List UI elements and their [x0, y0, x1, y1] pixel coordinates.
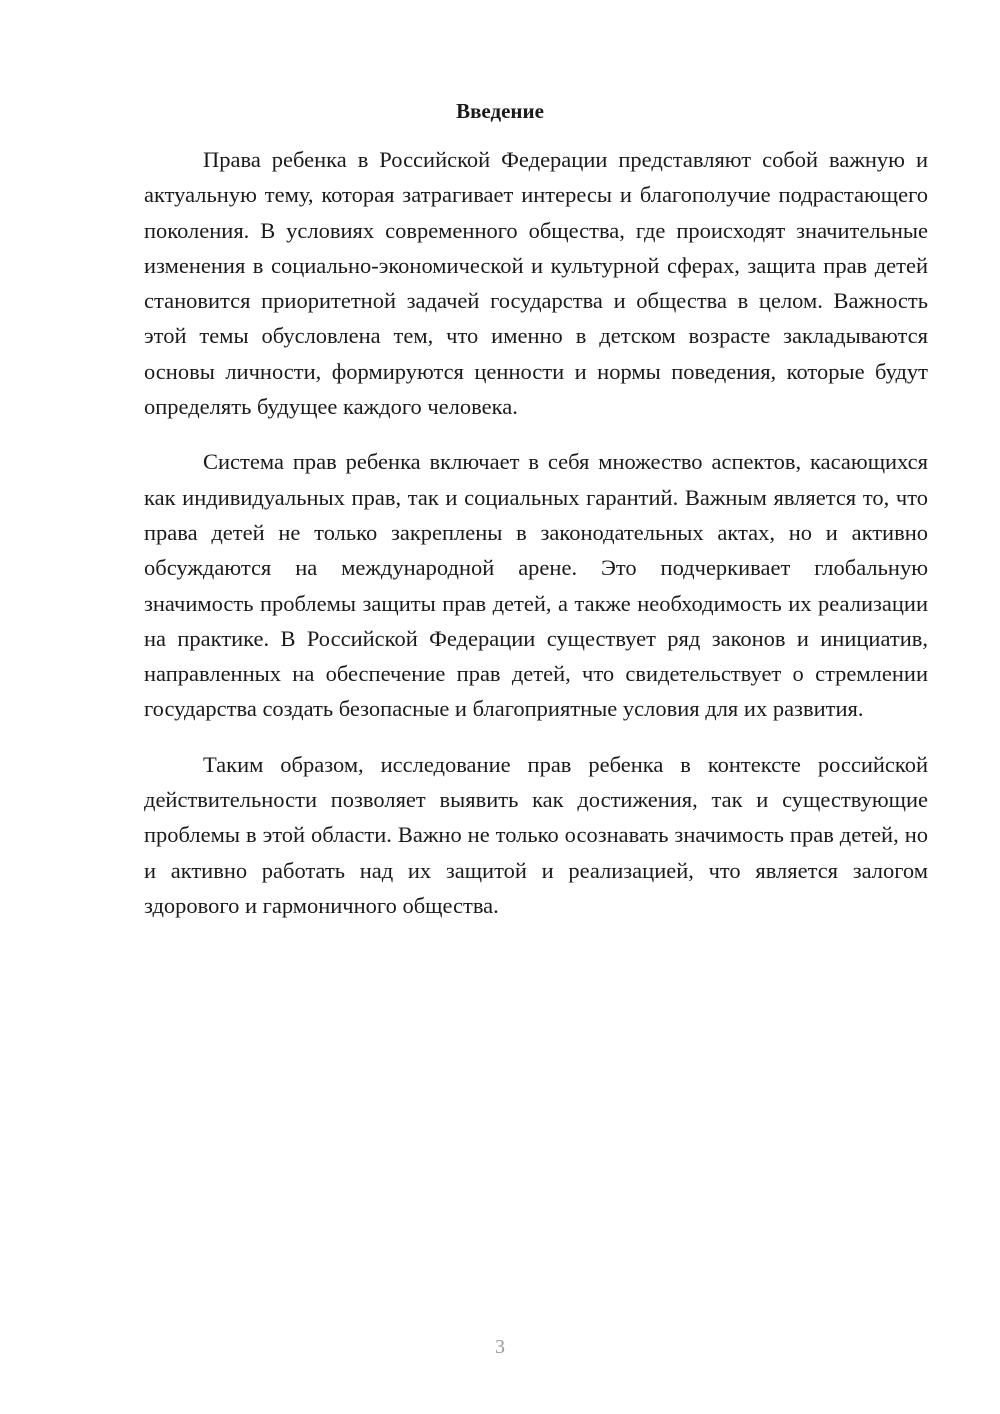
page-number: 3 [495, 1336, 505, 1358]
body-text [144, 142, 928, 943]
paragraph-2: Система прав ребенка включает в себя множество аспектов, касающихся как индивидуальных прав, так и социальных гарантий. Важным является то, что права детей не только закреплены в законодательных актах, но и активно обсуждаются на международной арене. Это подчеркивает глобальную значимость проблемы защиты прав детей, а также необходимость их реализации на практике. В Российской Федерации существует ряд законов и инициатив, направленных на обеспечение прав детей, что свидетельствует о стремлении государства создать безопасные и благоприятные условия для их развития. [144, 449, 928, 722]
paragraph-3: Таким образом, исследование прав ребенка в контексте российской действительности позволяет выявить как достижения, так и существующие проблемы в этой области. Важно не только осознавать значимость прав детей, но и активно работать над их защитой и реализацией, что является залогом здорового и гармоничного общества. [144, 751, 928, 918]
paragraph-1: Права ребенка в Российской Федерации представляют собой важную и актуальную тему, которая затрагивает интересы и благополучие подрастающего поколения. В условиях современного общества, где происходят значительные изменения в социально-экономической и культурной сферах, защита прав детей становится приоритетной задачей государства и общества в целом. Важность этой темы обусловлена тем, что именно в детском возрасте закладываются основы личности, формируются ценности и нормы поведения, которые будут определять будущее каждого человека. [144, 147, 928, 420]
section-heading: Введение [456, 99, 544, 123]
